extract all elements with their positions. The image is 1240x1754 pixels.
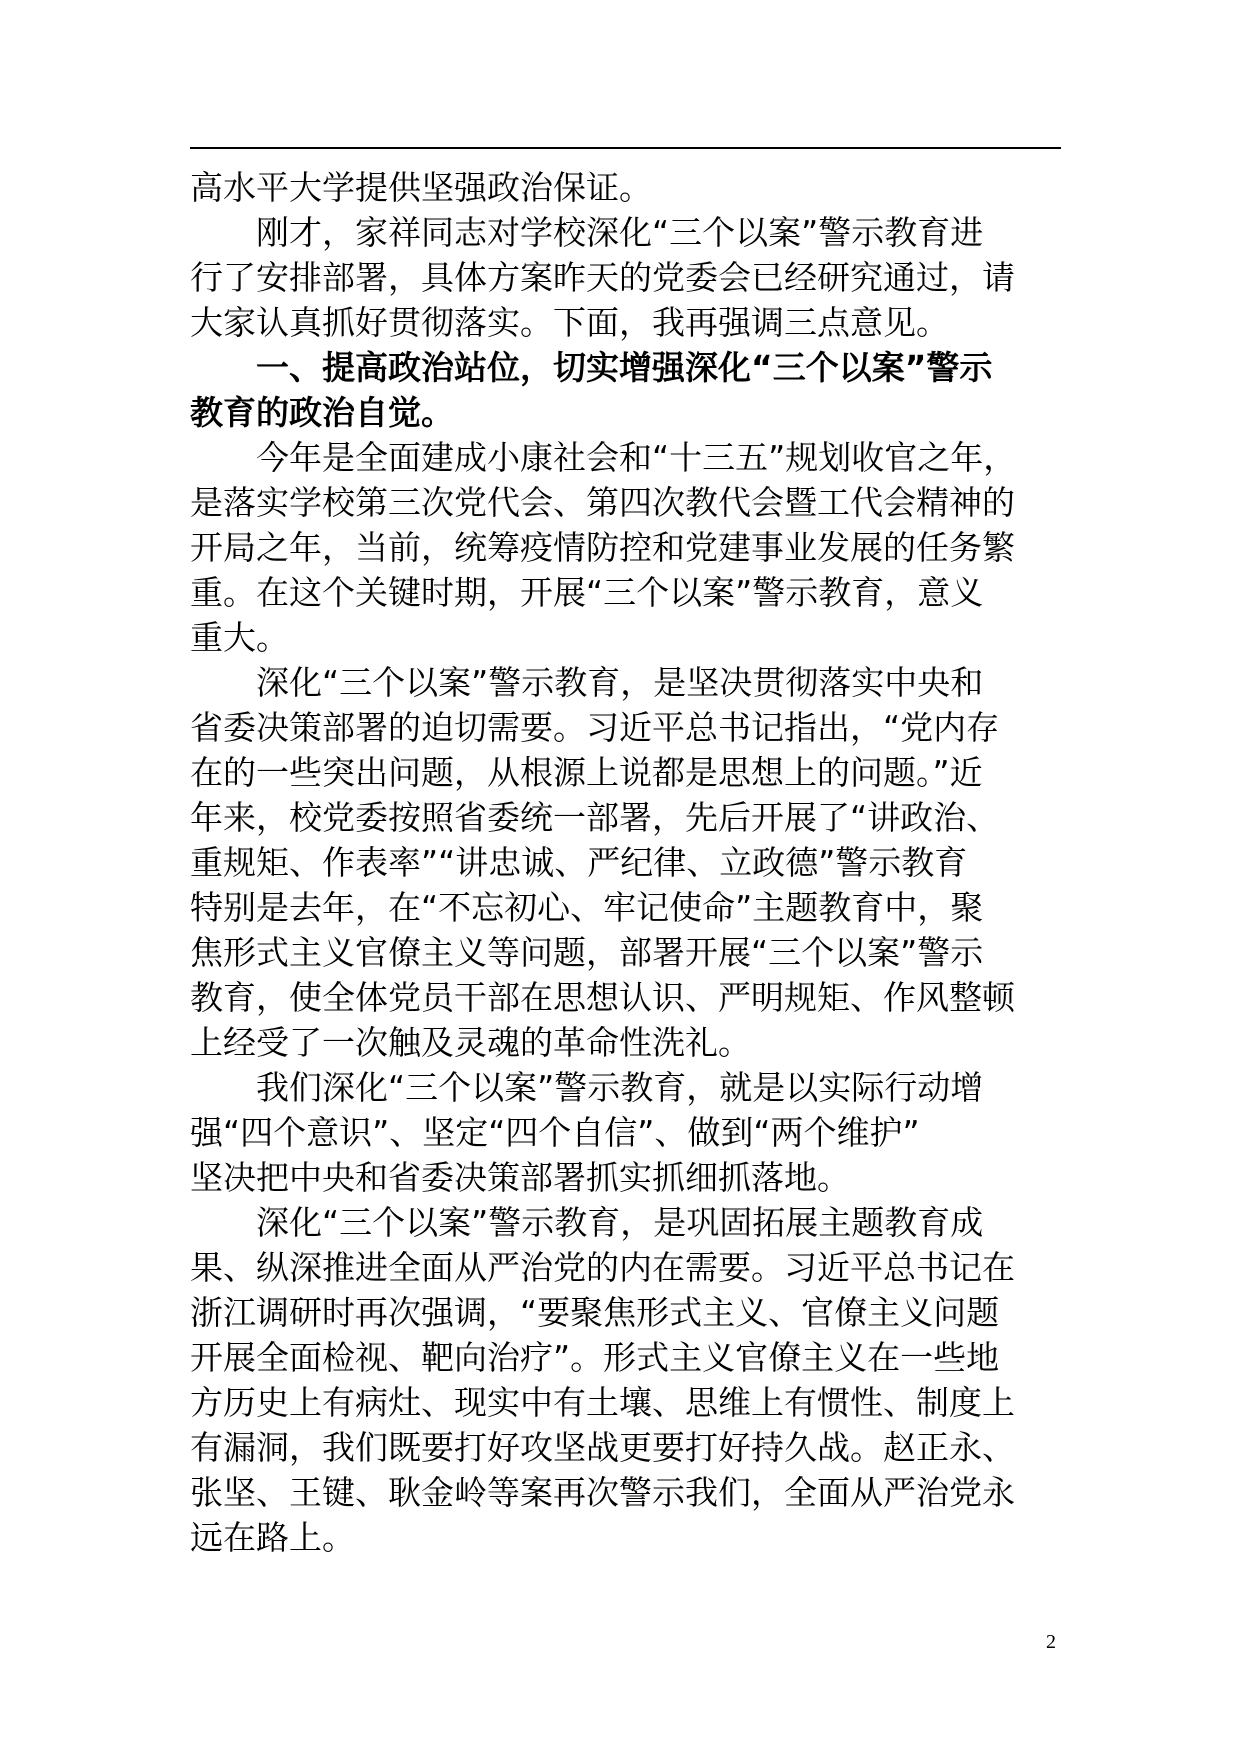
paragraph-line: 坚决把中央和省委决策部署抓实抓细抓落地。 <box>190 1158 850 1197</box>
paragraph-line: 省委决策部署的迫切需要。习近平总书记指出，“党内存 <box>190 708 1000 747</box>
paragraph-line: 教育，使全体党员干部在思想认识、严明规矩、作风整顿 <box>190 978 1015 1017</box>
paragraph-line: 行了安排部署，具体方案昨天的党委会已经研究通过，请 <box>190 258 1015 297</box>
paragraph-line: 张坚、王键、耿金岭等案再次警示我们，全面从严治党永 <box>190 1473 1015 1512</box>
paragraph-line: 开展全面检视、靶向治疗”。形式主义官僚主义在一些地 <box>190 1338 1000 1377</box>
paragraph-line: 深化“三个以案”警示教育，是坚决贯彻落实中央和 <box>256 663 984 702</box>
page-number: 2 <box>1046 1631 1056 1653</box>
paragraph-line: 大家认真抓好贯彻落实。下面，我再强调三点意见。 <box>190 303 949 342</box>
paragraph-line: 刚才，家祥同志对学校深化“三个以案”警示教育进 <box>256 213 984 252</box>
body-text <box>190 165 1070 1560</box>
paragraph-line: 焦形式主义官僚主义等问题，部署开展“三个以案”警示 <box>190 933 984 972</box>
header-rule <box>190 147 1061 149</box>
paragraph-line: 高水平大学提供坚强政治保证。 <box>190 168 652 207</box>
paragraph-line: 重。在这个关键时期，开展“三个以案”警示教育，意义 <box>190 573 984 612</box>
paragraph-line: 有漏洞，我们既要打好攻坚战更要打好持久战。赵正永、 <box>190 1428 1015 1467</box>
paragraph-line: 我们深化“三个以案”警示教育，就是以实际行动增 <box>256 1068 984 1107</box>
paragraph-line: 特别是去年，在“不忘初心、牢记使命”主题教育中，聚 <box>190 888 984 927</box>
paragraph-line: 重规矩、作表率”“讲忠诚、严纪律、立政德”警示教育 <box>190 843 968 882</box>
paragraph-line: 是落实学校第三次党代会、第四次教代会暨工代会精神的 <box>190 483 1015 522</box>
paragraph-line: 上经受了一次触及灵魂的革命性洗礼。 <box>190 1023 751 1062</box>
paragraph-line: 果、纵深推进全面从严治党的内在需要。习近平总书记在 <box>190 1248 1015 1287</box>
paragraph-line: 远在路上。 <box>190 1518 355 1557</box>
paragraph-line: 强“四个意识”、坚定“四个自信”、做到“两个维护” <box>190 1113 920 1152</box>
paragraph-line: 浙江调研时再次强调，“要聚焦形式主义、官僚主义问题 <box>190 1293 1000 1332</box>
paragraph-line: 年来，校党委按照省委统一部署，先后开展了“讲政治、 <box>190 798 1000 837</box>
paragraph-line: 深化“三个以案”警示教育，是巩固拓展主题教育成 <box>256 1203 984 1242</box>
paragraph-line: 今年是全面建成小康社会和“十三五”规划收官之年， <box>256 438 1017 477</box>
paragraph-line: 开局之年，当前，统筹疫情防控和党建事业发展的任务繁 <box>190 528 1015 567</box>
section-heading-line: 教育的政治自觉。 <box>190 393 454 432</box>
paragraph-line: 方历史上有病灶、现实中有土壤、思维上有惯性、制度上 <box>190 1383 1015 1422</box>
paragraph-line: 重大。 <box>190 618 289 657</box>
section-heading-line: 一、提高政治站位，切实增强深化“三个以案”警示 <box>256 348 993 387</box>
paragraph-line: 在的一些突出问题，从根源上说都是思想上的问题。”近 <box>190 753 983 792</box>
